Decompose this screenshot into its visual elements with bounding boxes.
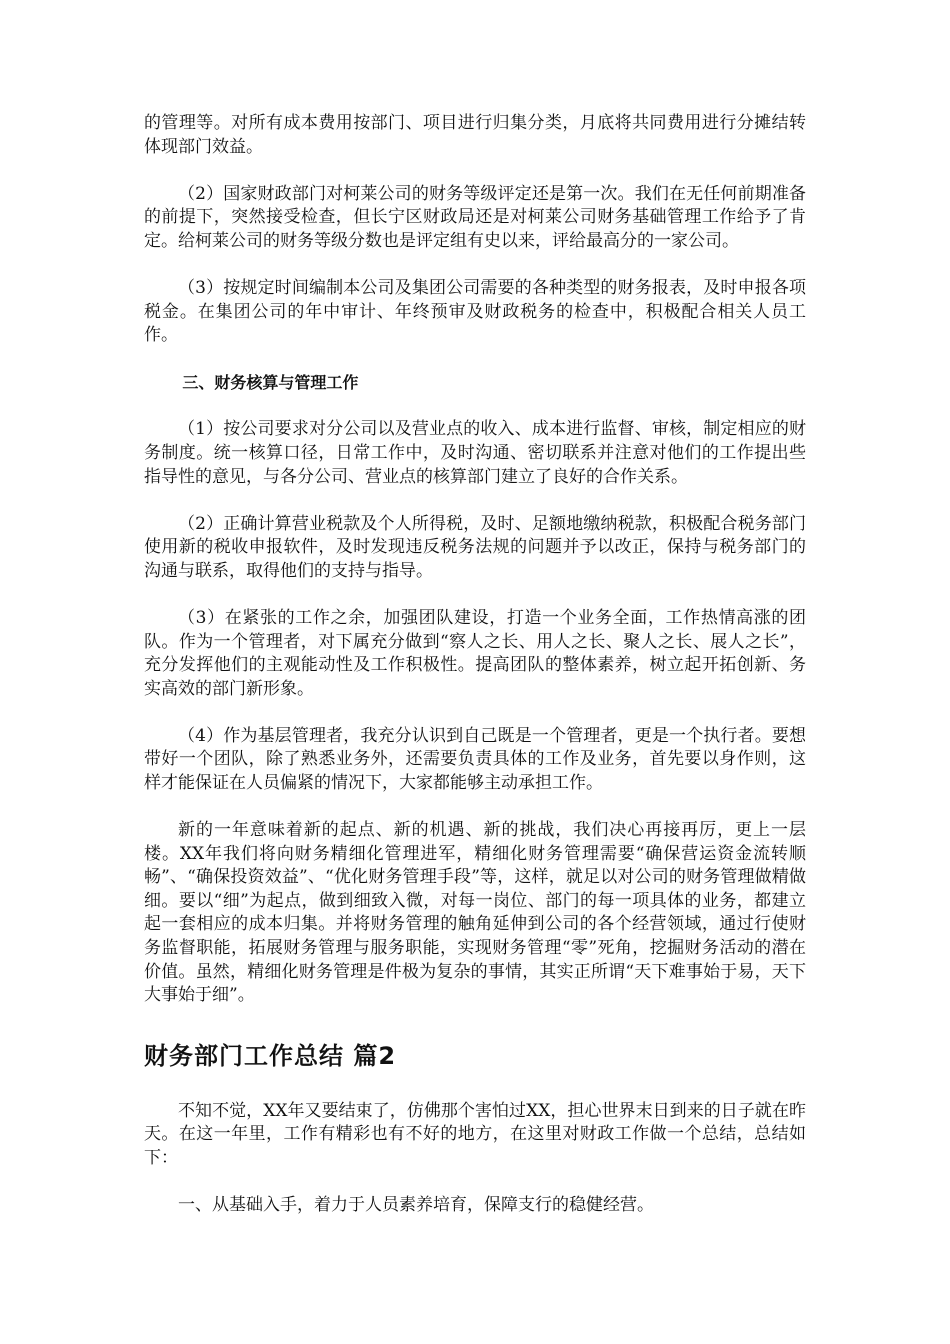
paragraph-item-2: （2）国家财政部门对柯莱公司的财务等级评定还是第一次。我们在无任何前期准备的前提下，突然接受检查，但长宁区财政局还是对柯莱公司财务基础管理工作给予了肯定。给柯莱公司的财务等级分数也是评定组有史以来，评给最高分的一家公司。 xyxy=(144,183,806,251)
paragraph-s3-item-1: （1）按公司要求对分公司以及营业点的收入、成本进行监督、审核，制定相应的财务制度。统一核算口径，日常工作中，及时沟通、密切联系并注意对他们的工作提出些指导性的意见，与各分公司、营业点的核算部门建立了良好的合作关系。 xyxy=(144,419,806,487)
paragraph-item-3: （3）按规定时间编制本公司及集团公司需要的各种类型的财务报表，及时申报各项税金。在集团公司的年中审计、年终预审及财政税务的检查中，积极配合相关人员工作。 xyxy=(144,277,806,346)
paragraph-intro: 不知不觉，XX年又要结束了，仿佛那个害怕过XX，担心世界末日到来的日子就在昨天。在这一年里，工作有精彩也有不好的地方，在这里对财政工作做一个总结，总结如下： xyxy=(144,1100,806,1168)
paragraph-s3-item-4: （4）作为基层管理者，我充分认识到自己既是一个管理者，更是一个执行者。要想带好一个团队，除了熟悉业务外，还需要负责具体的工作及业务，首先要以身作则，这样才能保证在人员偏紧的情况下，大家都能够主动承担工作。 xyxy=(144,725,806,793)
paragraph-s3-item-2: （2）正确计算营业税款及个人所得税，及时、足额地缴纳税款，积极配合税务部门使用新的税收申报软件，及时发现违反税务法规的问题并予以改正，保持与税务部门的沟通与联系，取得他们的支持与指导。 xyxy=(144,513,806,581)
paragraph-conclusion: 新的一年意味着新的起点、新的机遇、新的挑战，我们决心再接再厉，更上一层楼。XX年我们将向财务精细化管理进军，精细化财务管理需要“确保营运资金流转顺畅”、“确保投资效益”、“优化财务管理手段”等，这样，就足以对公司的财务管理做精做细。要以“细”为起点，做到细致入微，对每一岗位、部门的每一项具体的业务，都建立起一套相应的成本归集。并将财务管理的触角延伸到公司的各个经营领域，通过行使财务监督职能，拓展财务管理与服务职能，实现财务管理“零”死角，挖掘财务活动的潜在价值。虽然，精细化财务管理是件极为复杂的事情，其实正所谓“天下难事始于易，天下大事始于细”。 xyxy=(144,820,806,1006)
paragraph-section-1-heading: 一、从基础入手，着力于人员素养培育，保障支行的稳健经营。 xyxy=(178,1195,654,1216)
section-heading: 三、财务核算与管理工作 xyxy=(182,373,359,393)
paragraph-s3-item-3: （3）在紧张的工作之余，加强团队建设，打造一个业务全面，工作热情高涨的团队。作为一个管理者，对下属充分做到“察人之长、用人之长、聚人之长、展人之长”，充分发挥他们的主观能动性及工作积极性。提高团队的整体素养，树立起开拓创新、务实高效的部门新形象。 xyxy=(144,607,806,699)
document-page xyxy=(144,112,806,1241)
article-title: 财务部门工作总结 篇2 xyxy=(144,1041,397,1070)
paragraph-continued: 的管理等。对所有成本费用按部门、项目进行归集分类，月底将共同费用进行分摊结转体现部门效益。 xyxy=(144,113,806,157)
